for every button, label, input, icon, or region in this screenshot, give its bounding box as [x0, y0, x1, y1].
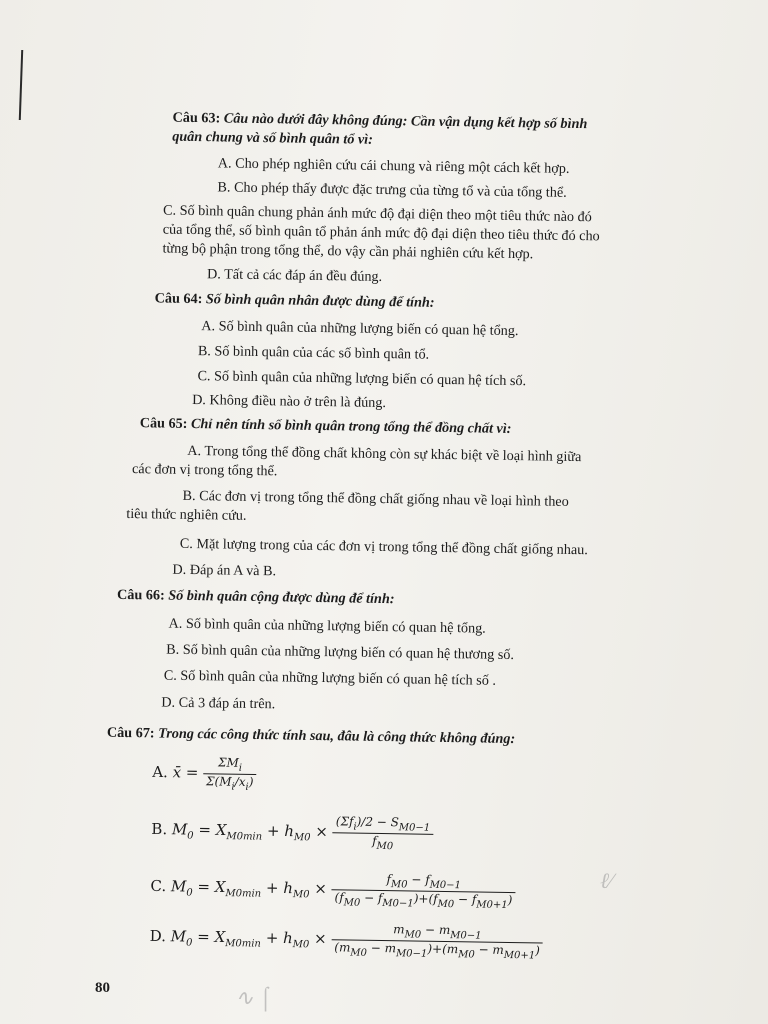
q66-option-d: D. Cả 3 đáp án trên.	[161, 694, 276, 713]
q67-option-a-label: A.	[152, 762, 169, 782]
q63-option-b: B. Cho phép thấy được đặc trưng của từng tổ và của tổng thể.	[217, 179, 567, 201]
q63-option-c-1: C. Số bình quân chung phản ánh mức độ đại diện theo một tiêu thức nào đó	[162, 202, 592, 226]
q63-option-a: A. Cho phép nghiên cứu cái chung và riêng một cách kết hợp.	[217, 155, 570, 177]
q64-stem-line	[155, 289, 435, 311]
page-number: 80	[95, 980, 110, 996]
q65-option-a-1: A. Trong tổng thể đồng chất không còn sự khác biệt về loại hình giữa	[187, 442, 582, 466]
q65-option-d: D. Đáp án A và B.	[172, 561, 277, 580]
formula-d-fraction: $\frac{m_{M0} - m_{M0-1}}{(m_{M0} - m_{M0-1})+(m_{M0} - m_{M0+1})}$	[331, 921, 543, 961]
q66-stem-line	[117, 586, 395, 608]
q65-option-a-2: các đơn vị trong tổng thể.	[131, 461, 278, 480]
q63-stem-2: quân chung và số bình quân tổ vì:	[172, 128, 374, 148]
q67-formula-c: C. $M_0 = X_{M0min} + h_{M0}$ × $\frac{f_{M0} - f_{M0-1}}{(f_{M0} - f_{M0-1})+(f_{M0} - f_{M0+1})}$	[150, 868, 516, 911]
pencil-scribble: ℓ∕	[600, 868, 613, 893]
q65-option-b-1: B. Các đơn vị trong tổng thể đồng chất giống nhau về loại hình theo	[182, 487, 569, 510]
q63-stem-1: Câu nào dưới đây không đúng: Cần vận dụng kết hợp số bình	[223, 110, 588, 133]
formula-c-fraction: $\frac{f_{M0} - f_{M0-1}}{(f_{M0} - f_{M0-1})+(f_{M0} - f_{M0+1})}$	[331, 871, 515, 911]
q64-label: Câu 64:	[154, 290, 203, 308]
q64-option-d: D. Không điều nào ở trên là đúng.	[192, 391, 387, 412]
q64-option-a: A. Số bình quân của những lượng biến có quan hệ tổng.	[201, 318, 519, 340]
q66-option-a: A. Số bình quân của những lượng biến có quan hệ tổng.	[168, 615, 486, 637]
q63-option-c-3: từng bộ phận trong tổng thể, do vậy cần phải nghiên cứu kết hợp.	[162, 240, 534, 263]
q67-formula-a: A. x̄ = $\frac{\Sigma M_i}{\Sigma(M_i/x_i)}$	[152, 754, 257, 793]
formula-a-fraction: $\frac{\Sigma M_i}{\Sigma(M_i/x_i)}$	[203, 755, 257, 793]
q65-option-c: C. Mặt lượng trong của các đơn vị trong tổng thể đồng chất giống nhau.	[179, 535, 588, 559]
q65-stem: Chỉ nên tính số bình quân trong tổng thể đồng chất vì:	[190, 415, 512, 438]
q65-option-b-2: tiêu thức nghiên cứu.	[126, 505, 247, 524]
q66-stem: Số bình quân cộng được dùng để tính:	[168, 587, 395, 608]
q67-stem-line	[107, 724, 516, 748]
q67-stem: Trong các công thức tính sau, đâu là công thức không đúng:	[158, 725, 516, 748]
q66-label: Câu 66:	[116, 586, 165, 604]
q66-option-b: B. Số bình quân của những lượng biến có quan hệ thương số.	[166, 641, 515, 664]
q67-label: Câu 67:	[106, 724, 155, 742]
q67-formula-b: B. $M_0 = X_{M0min} + h_{M0}$ × $\frac{(\Sigma f_i)/2 - S_{M0-1}}{f_{M0}}$	[151, 811, 433, 852]
q63-label: Câu 63:	[172, 109, 221, 127]
formula-b-fraction: $\frac{(\Sigma f_i)/2 - S_{M0-1}}{f_{M0}}$	[332, 814, 433, 853]
q67-option-b-label: B.	[151, 819, 168, 839]
q64-option-c: C. Số bình quân của những lượng biến có quan hệ tích số.	[197, 368, 527, 390]
q67-formula-d: D. $M_0 = X_{M0min} + h_{M0}$ × $\frac{m_{M0} - m_{M0-1}}{(m_{M0} - m_{M0-1})+(m_{M0} - m_{M0+1})}$	[149, 918, 543, 961]
q65-label: Câu 65:	[139, 415, 188, 432]
q66-option-c: C. Số bình quân của những lượng biến có quan hệ tích số .	[163, 667, 497, 689]
q63-option-d: D. Tất cả các đáp án đều đúng.	[206, 266, 383, 285]
q64-stem: Số bình quân nhân được dùng để tính:	[205, 291, 435, 311]
pencil-scribble-bottom: ∿ ⌠	[235, 985, 273, 1010]
q63-option-c-2: của tổng thể, số bình quân tổ phản ánh mức độ đại diện theo tiêu thức đó cho	[162, 221, 600, 245]
q64-option-b: B. Số bình quân của các số bình quân tổ.	[197, 343, 430, 363]
q65-stem-line	[140, 414, 512, 438]
q67-option-c-label: C.	[150, 876, 167, 896]
q67-option-d-label: D.	[149, 926, 167, 946]
